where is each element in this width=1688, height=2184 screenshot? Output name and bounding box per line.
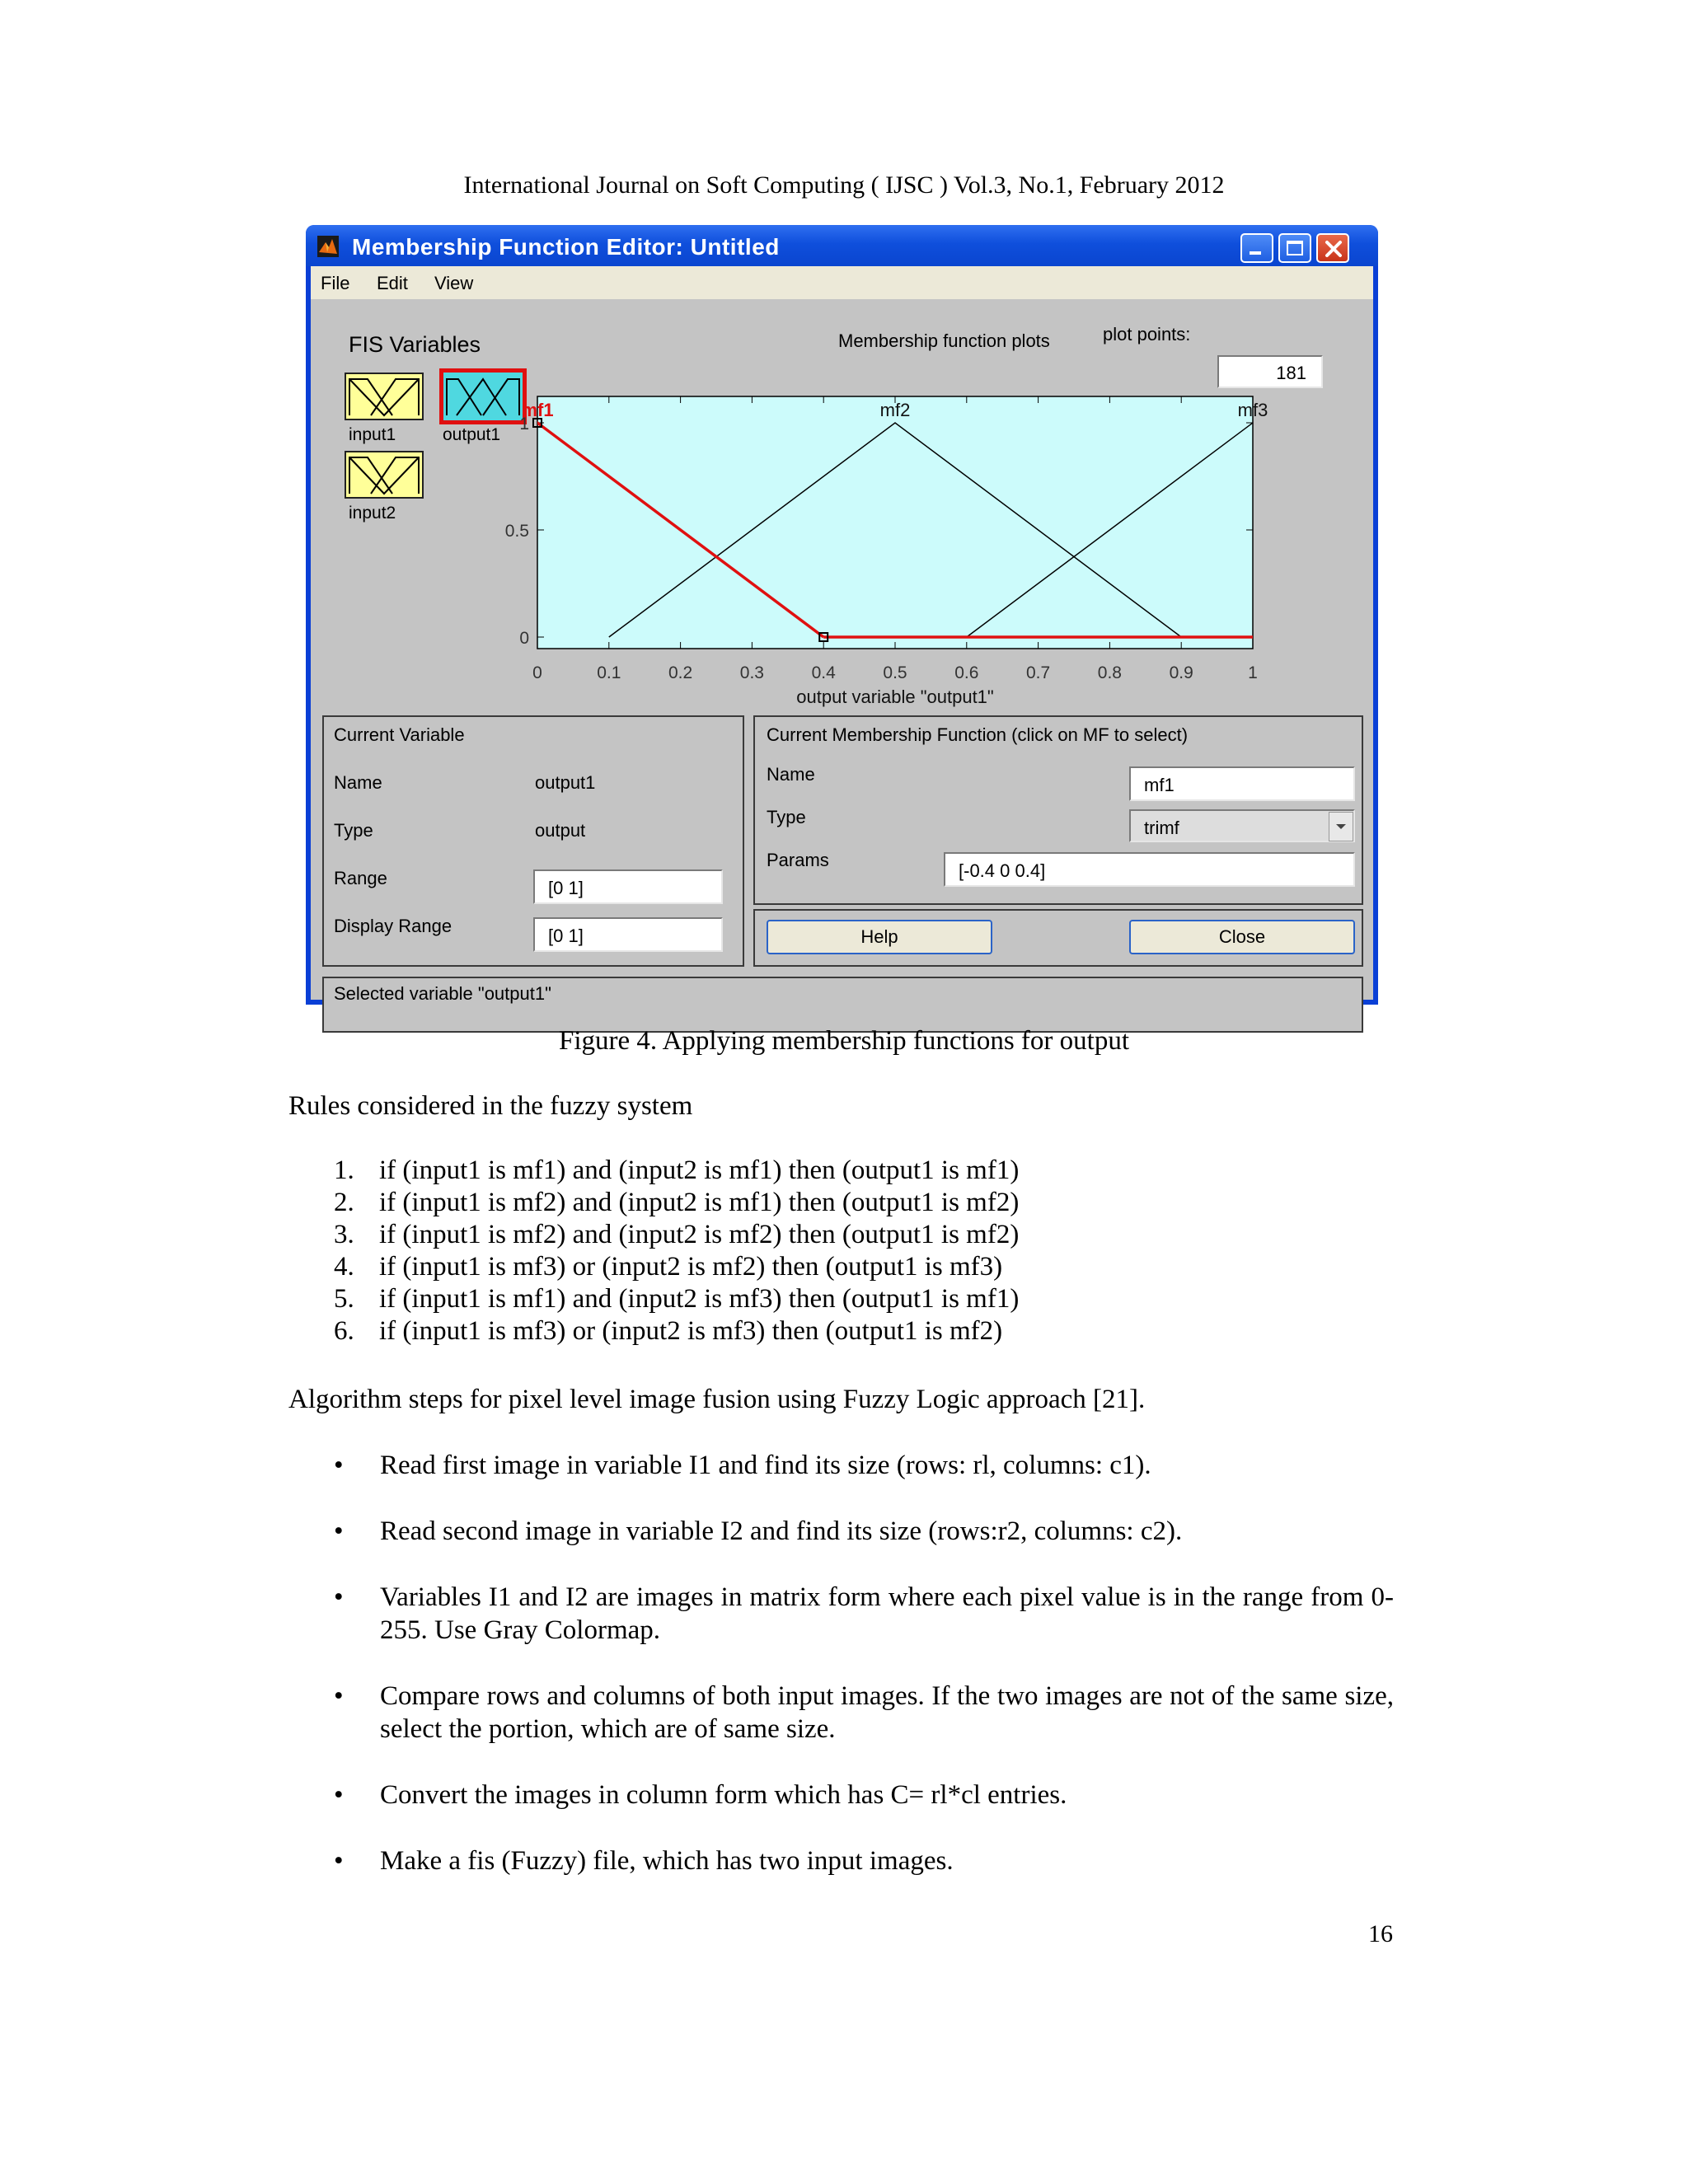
x-tick-label: 1 bbox=[1248, 663, 1258, 682]
rule-number: 4. bbox=[334, 1252, 354, 1282]
variable-name-value: output1 bbox=[535, 772, 596, 793]
y-tick-label: 0.5 bbox=[504, 522, 529, 541]
input1-variable-box[interactable] bbox=[345, 373, 424, 420]
membership-function-editor-window bbox=[306, 225, 1378, 1005]
step-1: Read first image in variable I1 and find its size (rows: rl, columns: c1). bbox=[380, 1451, 1151, 1480]
rules-intro: Rules considered in the fuzzy system bbox=[288, 1091, 693, 1121]
input1-label: input1 bbox=[349, 425, 396, 444]
x-tick-label: 0.7 bbox=[1025, 663, 1051, 682]
mf-type-select[interactable] bbox=[1129, 809, 1355, 842]
menu-file[interactable]: File bbox=[321, 273, 350, 293]
x-tick-label: 0.3 bbox=[739, 663, 765, 682]
close-button[interactable]: Close bbox=[1129, 920, 1355, 954]
rule-item bbox=[334, 1315, 1488, 1347]
matlab-logo-icon bbox=[317, 236, 339, 257]
bullet: • bbox=[334, 1582, 344, 1612]
algorithm-intro: Algorithm steps for pixel level image fusion using Fuzzy Logic approach [21]. bbox=[288, 1385, 1146, 1414]
chevron-down-icon bbox=[1335, 823, 1347, 831]
mf-name-input[interactable]: mf1 bbox=[1129, 766, 1355, 801]
display-range-input[interactable]: [0 1] bbox=[533, 917, 723, 952]
x-tick-label: 0.1 bbox=[597, 663, 621, 682]
rule-text: if (input1 is mf2) and (input2 is mf1) then (output1 is mf2) bbox=[379, 1188, 1020, 1217]
y-tick-label: 1 bbox=[519, 415, 529, 434]
rule-text: if (input1 is mf1) and (input2 is mf3) then (output1 is mf1) bbox=[379, 1284, 1020, 1314]
title-bar bbox=[306, 225, 1378, 266]
range-input[interactable]: [0 1] bbox=[533, 869, 723, 904]
rule-text: if (input1 is mf2) and (input2 is mf2) then (output1 is mf2) bbox=[379, 1220, 1020, 1249]
x-tick-label: 0 bbox=[532, 663, 542, 682]
rules-list bbox=[334, 1154, 1488, 1347]
close-window-button[interactable] bbox=[1316, 233, 1349, 263]
dropdown-arrow-button[interactable] bbox=[1329, 812, 1353, 841]
x-tick-label: 0.8 bbox=[1097, 663, 1123, 682]
menu-edit[interactable]: Edit bbox=[377, 273, 408, 293]
bullet: • bbox=[334, 1846, 344, 1876]
menu-bar bbox=[311, 266, 1373, 299]
rule-text: if (input1 is mf1) and (input2 is mf1) then (output1 is mf1) bbox=[379, 1155, 1020, 1185]
x-tick-label: 0.5 bbox=[883, 663, 907, 682]
input2-label: input2 bbox=[349, 504, 396, 523]
bullet: • bbox=[334, 1451, 344, 1480]
rule-item bbox=[334, 1154, 1488, 1186]
status-text: Selected variable "output1" bbox=[334, 983, 551, 1004]
step-4: Compare rows and columns of both input images. If the two images are not of the same size, select the portion, which are of same size. bbox=[380, 1681, 1394, 1744]
rule-item bbox=[334, 1282, 1488, 1315]
rule-number: 2. bbox=[334, 1188, 354, 1217]
mf-label-mf3: mf3 bbox=[1237, 400, 1268, 420]
window-title: Membership Function Editor: Untitled bbox=[352, 234, 780, 260]
rule-text: if (input1 is mf3) or (input2 is mf3) then (output1 is mf2) bbox=[379, 1316, 1003, 1346]
close-icon bbox=[1324, 239, 1343, 259]
plot-title: Membership function plots bbox=[838, 330, 1050, 351]
mf-triangles-icon bbox=[346, 452, 422, 497]
plot-points-input[interactable]: 181 bbox=[1217, 355, 1323, 388]
maximize-icon bbox=[1287, 241, 1303, 255]
rule-number: 1. bbox=[334, 1155, 354, 1185]
range-label: Range bbox=[334, 868, 387, 888]
page-number: 16 bbox=[1368, 1920, 1393, 1947]
fis-variables-label: FIS Variables bbox=[349, 332, 481, 357]
help-button[interactable]: Help bbox=[767, 920, 992, 954]
rule-item bbox=[334, 1218, 1488, 1250]
mf-type-value: trimf bbox=[1144, 818, 1179, 838]
step-3: Variables I1 and I2 are images in matrix form where each pixel value is in the range from 0-255. Use Gray Colormap. bbox=[380, 1582, 1394, 1645]
current-variable-header: Current Variable bbox=[334, 724, 465, 745]
x-tick-label: 0.2 bbox=[668, 663, 693, 682]
membership-function-plot[interactable] bbox=[443, 390, 1268, 707]
rule-text: if (input1 is mf3) or (input2 is mf2) then (output1 is mf3) bbox=[379, 1252, 1003, 1282]
mf-label-mf2: mf2 bbox=[879, 400, 911, 420]
rule-item bbox=[334, 1250, 1488, 1282]
rule-item bbox=[334, 1186, 1488, 1218]
output1-label: output1 bbox=[443, 425, 501, 444]
params-input[interactable]: [-0.4 0 0.4] bbox=[944, 852, 1355, 887]
mf-triangles-icon bbox=[346, 374, 422, 419]
x-axis-label: output variable "output1" bbox=[796, 687, 994, 707]
current-mf-header: Current Membership Function (click on MF to select) bbox=[767, 724, 1189, 745]
x-tick-label: 0.4 bbox=[811, 663, 836, 682]
plot-points-label: plot points: bbox=[1103, 324, 1191, 344]
bullet: • bbox=[334, 1681, 344, 1711]
rule-number: 6. bbox=[334, 1316, 354, 1346]
x-tick-label: 0.6 bbox=[954, 663, 979, 682]
display-range-label: Display Range bbox=[334, 916, 452, 936]
step-6: Make a fis (Fuzzy) file, which has two input images. bbox=[380, 1846, 954, 1876]
rule-number: 5. bbox=[334, 1284, 354, 1314]
rule-number: 3. bbox=[334, 1220, 354, 1249]
variable-name-label: Name bbox=[334, 772, 382, 793]
params-label: Params bbox=[767, 850, 829, 870]
bullet: • bbox=[334, 1780, 344, 1810]
maximize-button[interactable] bbox=[1278, 233, 1311, 263]
minimize-icon bbox=[1250, 251, 1261, 255]
minimize-button[interactable] bbox=[1240, 233, 1273, 263]
mf-type-label: Type bbox=[767, 807, 806, 827]
variable-type-label: Type bbox=[334, 820, 373, 841]
step-2: Read second image in variable I2 and find its size (rows:r2, columns: c2). bbox=[380, 1516, 1183, 1546]
figure-caption: Figure 4. Applying membership functions for output bbox=[558, 1026, 1130, 1056]
mf-label-mf1: mf1 bbox=[521, 400, 554, 420]
mf-name-label: Name bbox=[767, 764, 815, 785]
running-header: International Journal on Soft Computing ( IJSC ) Vol.3, No.1, February 2012 bbox=[463, 171, 1225, 199]
variable-type-value: output bbox=[535, 820, 586, 841]
input2-variable-box[interactable] bbox=[345, 451, 424, 499]
x-tick-label: 0.9 bbox=[1169, 663, 1193, 682]
y-tick-label: 0 bbox=[519, 629, 529, 648]
step-5: Convert the images in column form which has C= rl*cl entries. bbox=[380, 1780, 1067, 1810]
bullet: • bbox=[334, 1516, 344, 1546]
menu-view[interactable]: View bbox=[434, 273, 474, 293]
editor-client-area bbox=[311, 266, 1373, 1004]
